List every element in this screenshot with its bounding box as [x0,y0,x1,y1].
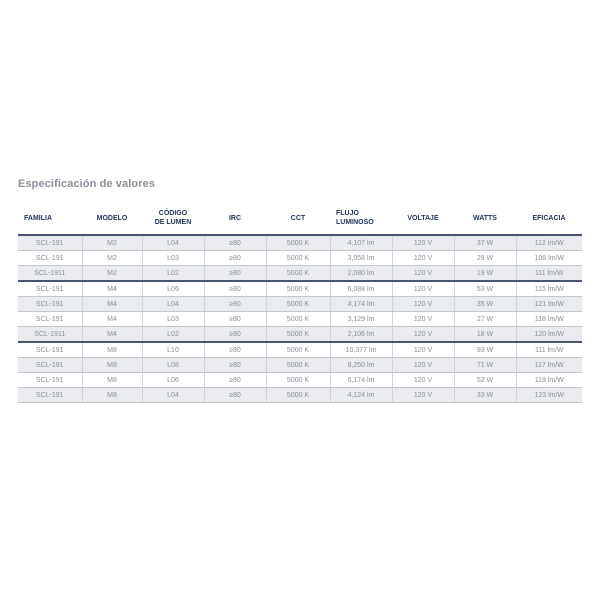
cell-familia: SCL-191 [18,281,82,297]
cell-familia: SCL-191 [18,312,82,327]
cell-voltaje: 120 V [392,235,454,251]
cell-modelo: M8 [82,388,142,403]
cell-irc: ≥80 [204,388,266,403]
cell-flujo: 3,129 lm [330,312,392,327]
cell-voltaje: 120 V [392,358,454,373]
cell-flujo: 2,106 lm [330,327,392,343]
table-row [18,388,582,403]
header-cct: CCT [266,202,330,235]
table-row [18,312,582,327]
cell-codigo: L03 [142,251,204,266]
cell-modelo: M2 [82,266,142,282]
cell-cct: 5000 K [266,358,330,373]
cell-modelo: M2 [82,235,142,251]
cell-irc: ≥80 [204,327,266,343]
cell-codigo: L10 [142,342,204,358]
cell-codigo: L02 [142,327,204,343]
cell-flujo: 4,107 lm [330,235,392,251]
cell-flujo: 6,088 lm [330,281,392,297]
cell-voltaje: 120 V [392,342,454,358]
cell-eficacia: 121 lm/W [516,297,582,312]
cell-familia: SCL-191 [18,297,82,312]
cell-eficacia: 120 lm/W [516,327,582,343]
cell-watts: 29 W [454,251,516,266]
cell-watts: 19 W [454,266,516,282]
table-row [18,297,582,312]
cell-codigo: L06 [142,281,204,297]
cell-modelo: M2 [82,251,142,266]
cell-watts: 27 W [454,312,516,327]
cell-eficacia: 111 lm/W [516,266,582,282]
cell-familia: SCL-1911 [18,266,82,282]
cell-voltaje: 120 V [392,251,454,266]
cell-irc: ≥80 [204,342,266,358]
cell-voltaje: 120 V [392,388,454,403]
cell-voltaje: 120 V [392,373,454,388]
cell-watts: 71 W [454,358,516,373]
table-row [18,281,582,297]
header-voltaje: VOLTAJE [392,202,454,235]
spec-table [18,202,582,403]
cell-familia: SCL-191 [18,235,82,251]
cell-flujo: 8,250 lm [330,358,392,373]
table-row [18,358,582,373]
cell-flujo: 2,080 lm [330,266,392,282]
cell-watts: 33 W [454,388,516,403]
cell-watts: 53 W [454,281,516,297]
table-row [18,342,582,358]
cell-voltaje: 120 V [392,266,454,282]
cell-modelo: M8 [82,342,142,358]
header-modelo: MODELO [82,202,142,235]
cell-irc: ≥80 [204,358,266,373]
header-row [18,202,582,235]
table-row [18,235,582,251]
cell-familia: SCL-191 [18,342,82,358]
cell-watts: 93 W [454,342,516,358]
cell-flujo: 4,174 lm [330,297,392,312]
cell-cct: 5000 K [266,297,330,312]
header-familia: FAMILIA [18,202,82,235]
cell-eficacia: 112 lm/W [516,235,582,251]
cell-cct: 5000 K [266,312,330,327]
cell-flujo: 3,058 lm [330,251,392,266]
cell-cct: 5000 K [266,281,330,297]
cell-eficacia: 115 lm/W [516,281,582,297]
cell-irc: ≥80 [204,281,266,297]
cell-flujo: 10,377 lm [330,342,392,358]
section-title: Especificación de valores [18,178,156,190]
cell-familia: SCL-191 [18,388,82,403]
cell-modelo: M4 [82,281,142,297]
cell-flujo: 6,174 lm [330,373,392,388]
cell-modelo: M4 [82,297,142,312]
cell-codigo: L04 [142,297,204,312]
cell-irc: ≥80 [204,235,266,251]
table-row [18,251,582,266]
cell-voltaje: 120 V [392,297,454,312]
cell-irc: ≥80 [204,297,266,312]
table-row [18,327,582,343]
cell-cct: 5000 K [266,266,330,282]
cell-modelo: M8 [82,358,142,373]
cell-modelo: M4 [82,327,142,343]
cell-familia: SCL-1911 [18,327,82,343]
header-eficacia: EFICACIA [516,202,582,235]
header-watts: WATTS [454,202,516,235]
header-irc: IRC [204,202,266,235]
cell-familia: SCL-191 [18,373,82,388]
cell-eficacia: 123 lm/W [516,388,582,403]
cell-cct: 5000 K [266,327,330,343]
table-row [18,266,582,282]
cell-watts: 37 W [454,235,516,251]
table-row [18,373,582,388]
cell-cct: 5000 K [266,388,330,403]
header-codigo-de-lumen: CÓDIGO DE LUMEN [142,202,204,235]
cell-voltaje: 120 V [392,281,454,297]
cell-cct: 5000 K [266,251,330,266]
cell-codigo: L06 [142,373,204,388]
cell-familia: SCL-191 [18,358,82,373]
cell-voltaje: 120 V [392,327,454,343]
cell-modelo: M4 [82,312,142,327]
cell-cct: 5000 K [266,342,330,358]
cell-cct: 5000 K [266,373,330,388]
cell-irc: ≥80 [204,266,266,282]
cell-irc: ≥80 [204,251,266,266]
cell-eficacia: 117 lm/W [516,358,582,373]
cell-eficacia: 111 lm/W [516,342,582,358]
cell-codigo: L02 [142,266,204,282]
cell-watts: 18 W [454,327,516,343]
cell-familia: SCL-191 [18,251,82,266]
cell-cct: 5000 K [266,235,330,251]
cell-voltaje: 120 V [392,312,454,327]
cell-codigo: L04 [142,388,204,403]
cell-eficacia: 118 lm/W [516,312,582,327]
header-flujo-luminoso: FLUJO LUMINOSO [330,202,392,235]
cell-codigo: L08 [142,358,204,373]
cell-watts: 35 W [454,297,516,312]
cell-flujo: 4,124 lm [330,388,392,403]
table-body [18,235,582,403]
cell-modelo: M8 [82,373,142,388]
cell-codigo: L04 [142,235,204,251]
cell-eficacia: 106 lm/W [516,251,582,266]
cell-irc: ≥80 [204,312,266,327]
cell-codigo: L03 [142,312,204,327]
cell-eficacia: 119 lm/W [516,373,582,388]
cell-watts: 52 W [454,373,516,388]
cell-irc: ≥80 [204,373,266,388]
